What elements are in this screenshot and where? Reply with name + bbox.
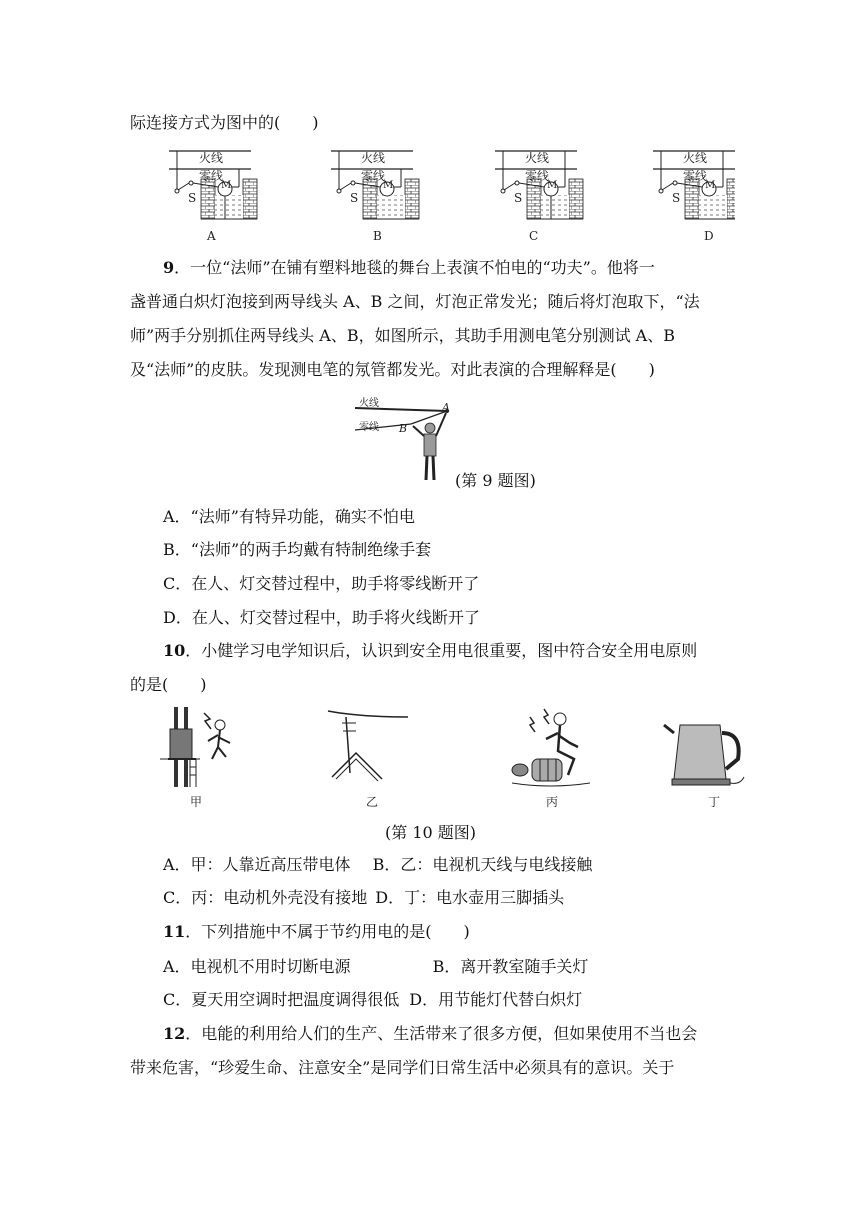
q8-b-neutral-label: 零线: [361, 169, 386, 183]
q9-point-b-label: B: [399, 422, 408, 435]
q11-options-row-1: [163, 957, 588, 977]
q11-text: ．下列措施中不属于节约用电的是( ): [185, 922, 470, 941]
q8-c-neutral-label: 零线: [525, 169, 550, 183]
q8-text-tail: 际连接方式为图中的( ): [130, 113, 319, 132]
q9-text-1: ．一位“法师”在铺有塑料地毯的舞台上表演不怕电的“功夫”。他将一: [174, 258, 655, 277]
q8-option-a-label: A: [207, 229, 216, 243]
q8-a-neutral-label: 零线: [199, 169, 224, 183]
q9-line-1: [163, 258, 655, 278]
q10-label-ding: 丁: [708, 795, 721, 809]
q10-figure-ding: [664, 725, 744, 785]
q10-label-jia: 甲: [190, 795, 203, 809]
q8-c-live-label: 火线: [525, 151, 550, 165]
q8-option-c-label: C: [529, 229, 539, 243]
q8-c-motor-label: M: [547, 180, 558, 191]
q11-options-row-2: [163, 990, 582, 1010]
q10-line-1: [163, 641, 697, 661]
q10-option-d: D．丁：电水壶用三脚插头: [375, 888, 565, 907]
q8-d-motor-label: M: [705, 180, 716, 191]
q8-b-motor-label: M: [383, 180, 394, 191]
q10-line-2: 的是( ): [130, 675, 207, 694]
q10-text-1: ．小健学习电学知识后，认识到安全用电很重要，图中符合安全用电原则: [185, 641, 698, 660]
q11-line: [163, 922, 470, 942]
q8-d-switch-label: S: [672, 191, 681, 205]
q8-a-motor-label: M: [221, 180, 232, 191]
q9-option-a: A．“法师”有特异功能，确实不怕电: [163, 507, 415, 526]
q11-option-b: B．离开教室随手关灯: [432, 957, 589, 976]
q10-figures-svg: [160, 703, 760, 813]
q9-option-c: C．在人、灯交替过程中，助手将零线断开了: [163, 574, 480, 593]
q8-b-live-label: 火线: [361, 151, 386, 165]
q10-figure-yi: [328, 711, 408, 781]
q8-d-live-label: 火线: [683, 151, 708, 165]
q9-line-3: 师”两手分别抓住两导线头 A、B，如图所示，其助手用测电笔分别测试 A、B: [130, 326, 675, 345]
q10-option-c: C．丙：电动机外壳没有接地: [163, 888, 368, 907]
q9-neutral-wire-label: 零线: [359, 422, 379, 433]
q8-a-live-label: 火线: [199, 151, 224, 165]
q11-option-d: D．用节能灯代替白炽灯: [409, 990, 583, 1009]
q10-option-b: B．乙：电视机天线与电线接触: [372, 855, 593, 874]
q9-line-2: 盏普通白炽灯泡接到两导线头 A、B 之间，灯泡正常发光；随后将灯泡取下，“法: [130, 292, 700, 311]
q9-option-b: B．“法师”的两手均戴有特制绝缘手套: [163, 540, 432, 559]
q8-d-neutral-label: 零线: [683, 169, 708, 183]
q10-label-bing: 丙: [546, 795, 559, 809]
q10-label-yi: 乙: [366, 795, 379, 809]
q8-c-switch-label: S: [514, 191, 523, 205]
q12-line-2: 带来危害，“珍爱生命、注意安全”是同学们日常生活中必须具有的意识。关于: [130, 1058, 675, 1077]
q9-live-wire-label: 火线: [359, 398, 379, 409]
q11-option-c: C．夏天用空调时把温度调得很低: [163, 990, 400, 1009]
q10-caption: (第 10 题图): [385, 823, 477, 842]
q8-circuit-diagrams: [165, 143, 735, 248]
q12-text-1: ．电能的利用给人们的生产、生活带来了很多方便，但如果使用不当也会: [185, 1024, 698, 1043]
q12-line-1: [163, 1024, 697, 1044]
q10-figure-jia: [160, 707, 230, 787]
q9-caption: (第 9 题图): [455, 471, 536, 490]
q10-options-row-1: [163, 855, 592, 875]
q9-number: 9: [163, 258, 175, 277]
q10-options-row-2: [163, 888, 564, 908]
q8-option-d-label: D: [704, 229, 714, 243]
q10-option-a: A．甲：人靠近高压带电体: [163, 855, 351, 874]
q10-figures: [160, 703, 760, 813]
q8-a-switch-label: S: [188, 191, 197, 205]
q9-option-d: D．在人、灯交替过程中，助手将火线断开了: [163, 608, 480, 627]
q9-point-a-label: A: [442, 401, 450, 414]
q8-diagrams-svg: [165, 143, 735, 248]
q11-option-a: A．电视机不用时切断电源: [163, 957, 351, 976]
q10-number: 10: [163, 641, 186, 660]
q9-line-4: 及“法师”的皮肤。发现测电笔的氖管都发光。对此表演的合理解释是( ): [130, 360, 655, 379]
q11-number: 11: [163, 922, 186, 941]
q12-number: 12: [163, 1024, 186, 1043]
q10-figure-bing: [512, 709, 590, 786]
q8-b-switch-label: S: [350, 191, 359, 205]
q9-figure: [355, 392, 455, 484]
q8-option-b-label: B: [373, 229, 382, 243]
